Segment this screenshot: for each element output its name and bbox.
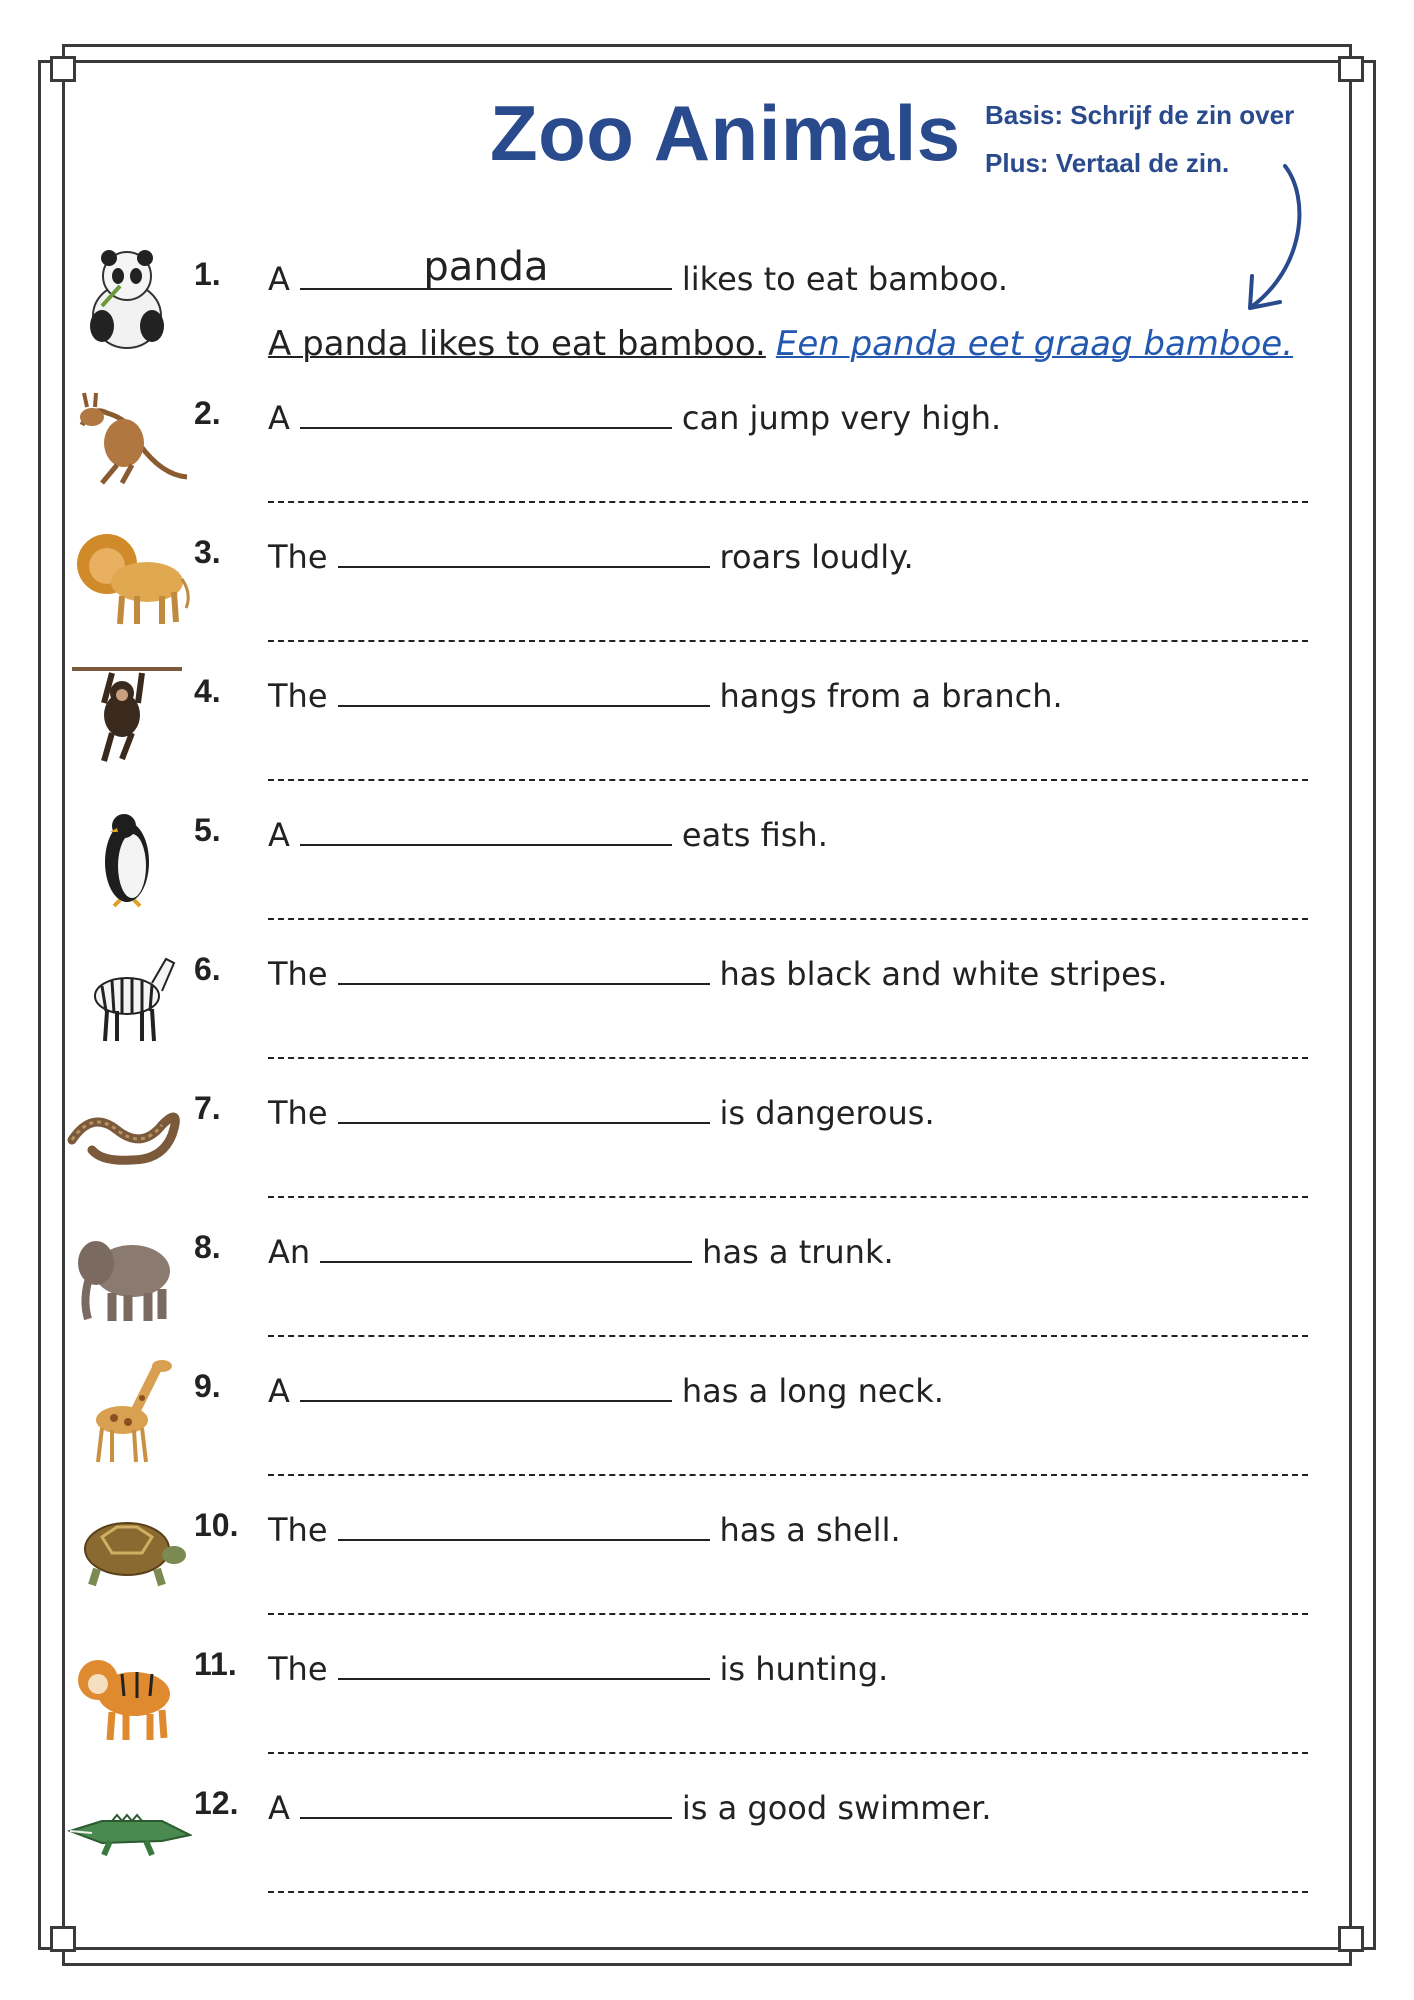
exercise-row (0, 1229, 1414, 1368)
chimpanzee-image (62, 663, 192, 771)
sentence-prompt (268, 395, 1001, 437)
sentence-prompt (268, 812, 828, 854)
exercise-row (0, 1785, 1414, 1924)
sentence-start: The (268, 677, 328, 715)
write-line[interactable] (268, 1301, 1308, 1337)
model-sentence-dutch: Een panda eet graag bamboe. (775, 324, 1294, 364)
panda-image (62, 246, 192, 354)
item-number: 2. (194, 395, 221, 431)
lion-image (62, 524, 192, 632)
filled-answer: panda (423, 244, 549, 290)
exercise-row (0, 395, 1414, 534)
item-number: 1. (194, 256, 221, 292)
answer-blank[interactable] (300, 395, 672, 429)
exercise-row (0, 244, 1414, 395)
zebra-image (62, 941, 192, 1049)
write-line[interactable] (268, 606, 1308, 642)
sentence-start: The (268, 1650, 328, 1688)
write-line[interactable] (268, 745, 1308, 781)
sentence-prompt (268, 951, 1168, 993)
write-line[interactable] (268, 467, 1308, 503)
item-number: 11. (194, 1646, 237, 1682)
sentence-start: The (268, 538, 328, 576)
sentence-prompt (268, 673, 1063, 715)
exercise-row (0, 951, 1414, 1090)
sentence-start: A (268, 1789, 290, 1827)
sentence-prompt (268, 1646, 888, 1688)
sentence-start: A (268, 1372, 290, 1410)
sentence-start: A (268, 260, 290, 298)
snake-image (62, 1080, 192, 1188)
sentence-end: is dangerous. (719, 1094, 935, 1132)
item-number: 3. (194, 534, 221, 570)
answer-blank[interactable] (300, 1368, 672, 1402)
penguin-image (62, 802, 192, 910)
model-answer (268, 324, 1293, 364)
tiger-image (62, 1636, 192, 1744)
sentence-end: has black and white stripes. (719, 955, 1168, 993)
sentence-prompt (268, 244, 1009, 298)
sentence-start: A (268, 816, 290, 854)
border-corner (50, 56, 76, 82)
exercise-row (0, 673, 1414, 812)
write-line[interactable] (268, 884, 1308, 920)
instruction-plus: Plus: Vertaal de zin. (985, 148, 1230, 178)
giraffe-image (62, 1358, 192, 1466)
item-number: 10. (194, 1507, 239, 1543)
sentence-prompt (268, 1368, 944, 1410)
answer-blank[interactable] (320, 1229, 692, 1263)
worksheet-title: Zoo Animals (490, 89, 961, 177)
instruction-basis: Basis: Schrijf de zin over (985, 100, 1295, 130)
item-number: 4. (194, 673, 221, 709)
write-line[interactable] (268, 1857, 1308, 1893)
turtle-image (62, 1497, 192, 1605)
answer-blank[interactable] (338, 534, 710, 568)
exercise-row (0, 812, 1414, 951)
item-number: 5. (194, 812, 221, 848)
sentence-prompt (268, 534, 914, 576)
answer-blank[interactable] (300, 244, 672, 290)
exercise-row (0, 1646, 1414, 1785)
model-sentence-english: A panda likes to eat bamboo. (268, 324, 766, 364)
sentence-prompt (268, 1090, 935, 1132)
sentence-start: The (268, 1511, 328, 1549)
sentence-end: can jump very high. (681, 399, 1002, 437)
write-line[interactable] (268, 1023, 1308, 1059)
write-line[interactable] (268, 1579, 1308, 1615)
answer-blank[interactable] (338, 673, 710, 707)
sentence-end: hangs from a branch. (719, 677, 1063, 715)
item-number: 7. (194, 1090, 221, 1126)
sentence-start: The (268, 1094, 328, 1132)
sentence-end: is a good swimmer. (681, 1789, 992, 1827)
crocodile-image (62, 1775, 192, 1883)
write-line[interactable] (268, 1440, 1308, 1476)
exercise-row (0, 534, 1414, 673)
sentence-end: has a trunk. (702, 1233, 894, 1271)
item-number: 9. (194, 1368, 221, 1404)
sentence-prompt (268, 1507, 901, 1549)
sentence-end: eats fish. (681, 816, 828, 854)
sentence-end: has a shell. (719, 1511, 901, 1549)
answer-blank[interactable] (300, 812, 672, 846)
kangaroo-image (62, 385, 192, 493)
sentence-start: The (268, 955, 328, 993)
sentence-end: roars loudly. (719, 538, 914, 576)
exercise-row (0, 1507, 1414, 1646)
answer-blank[interactable] (300, 1785, 672, 1819)
exercise-row (0, 1090, 1414, 1229)
write-line[interactable] (268, 1718, 1308, 1754)
write-line[interactable] (268, 1162, 1308, 1198)
border-corner (50, 1926, 76, 1952)
item-number: 8. (194, 1229, 221, 1265)
border-corner (1338, 56, 1364, 82)
sentence-end: has a long neck. (681, 1372, 944, 1410)
sentence-end: is hunting. (719, 1650, 889, 1688)
sentence-end: likes to eat bamboo. (681, 260, 1009, 298)
sentence-prompt (268, 1785, 992, 1827)
item-number: 6. (194, 951, 221, 987)
answer-blank[interactable] (338, 1090, 710, 1124)
sentence-prompt (268, 1229, 894, 1271)
exercise-row (0, 1368, 1414, 1507)
answer-blank[interactable] (338, 1507, 710, 1541)
sentence-start: An (268, 1233, 311, 1271)
answer-blank[interactable] (338, 1646, 710, 1680)
item-number: 12. (194, 1785, 239, 1821)
sentence-start: A (268, 399, 290, 437)
answer-blank[interactable] (338, 951, 710, 985)
elephant-image (62, 1219, 192, 1327)
border-corner (1338, 1926, 1364, 1952)
